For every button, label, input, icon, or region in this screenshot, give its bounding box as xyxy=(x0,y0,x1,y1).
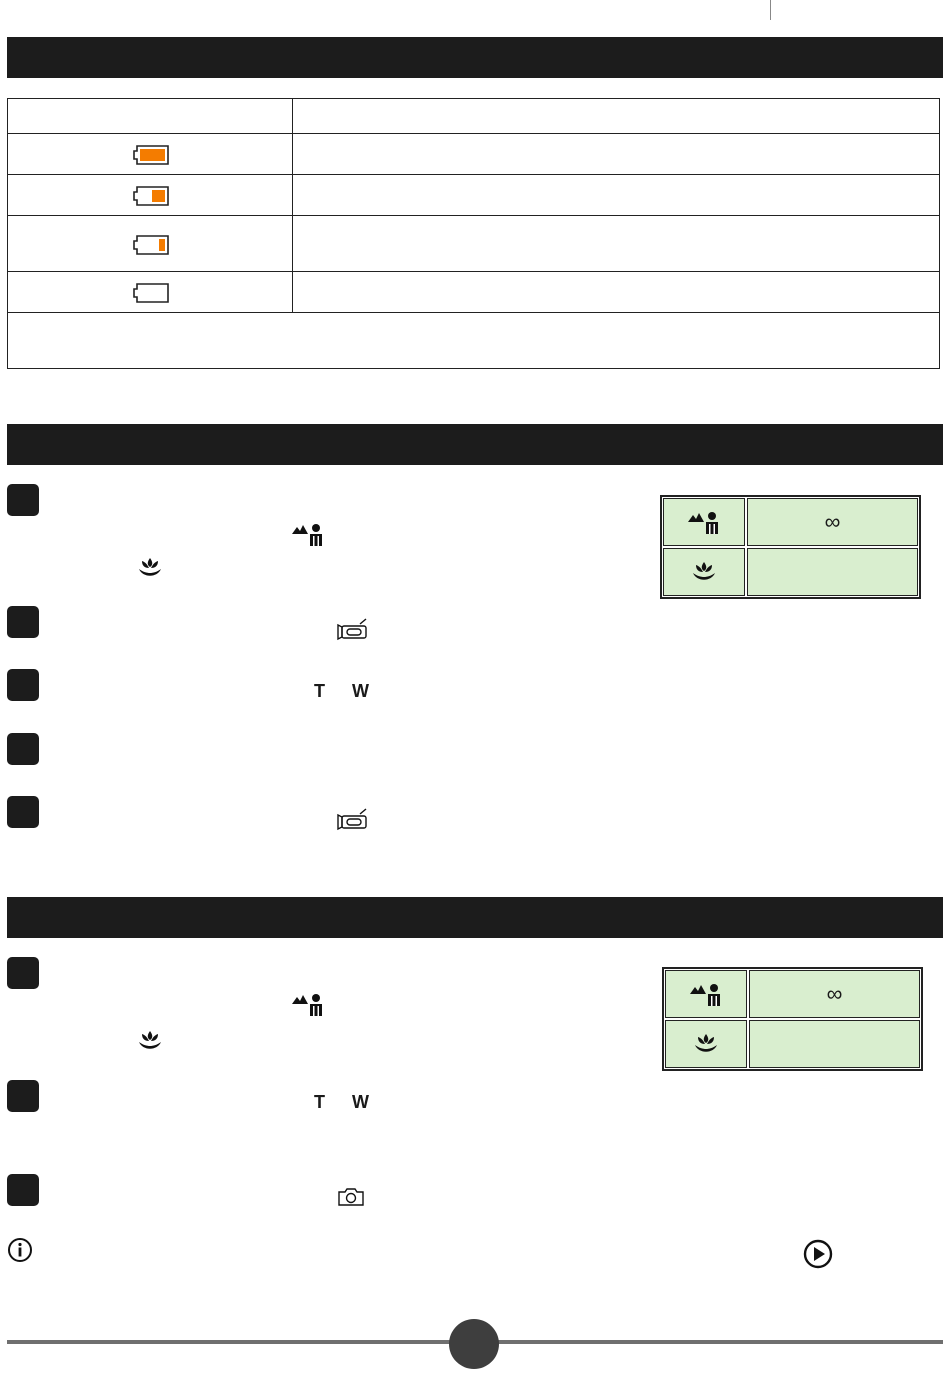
battery-empty-icon xyxy=(132,282,168,302)
wide-w-icon: W xyxy=(352,1092,369,1112)
section-header-battery xyxy=(7,37,943,78)
table-row xyxy=(8,175,940,216)
table-row xyxy=(8,216,940,272)
focus-row-macro xyxy=(665,1020,920,1068)
macro-flower-icon xyxy=(137,556,163,585)
focus-icon-cell xyxy=(665,1020,747,1068)
focus-range-table xyxy=(662,967,923,1071)
table-header-description xyxy=(293,99,940,134)
camera-icon xyxy=(336,1186,366,1213)
focus-icon-cell xyxy=(663,548,745,596)
table-header-icon xyxy=(8,99,293,134)
step-number-1 xyxy=(7,484,39,516)
battery-half-icon xyxy=(132,185,168,205)
wide-w-icon: W xyxy=(352,681,369,701)
tele-t-icon: T xyxy=(314,1092,325,1112)
battery-description xyxy=(293,272,940,313)
step-number-3 xyxy=(7,1174,39,1206)
step-number-2 xyxy=(7,1080,39,1112)
landscape-portrait-icon xyxy=(292,522,324,551)
landscape-portrait-icon xyxy=(688,510,720,534)
battery-cell xyxy=(8,216,293,272)
battery-description xyxy=(293,134,940,175)
landscape-portrait-icon xyxy=(292,992,324,1021)
battery-status-table xyxy=(7,98,940,369)
battery-cell xyxy=(8,134,293,175)
playback-icon xyxy=(802,1238,834,1275)
section-header-photo xyxy=(7,897,943,938)
macro-flower-icon xyxy=(691,560,717,584)
table-row xyxy=(8,134,940,175)
step-number-2 xyxy=(7,606,39,638)
battery-full-icon xyxy=(132,144,168,164)
battery-note xyxy=(8,313,940,369)
info-note-icon xyxy=(7,1237,33,1268)
battery-low-icon xyxy=(132,234,168,254)
step-number-4 xyxy=(7,733,39,765)
battery-description xyxy=(293,175,940,216)
section-header-video xyxy=(7,424,943,465)
focus-row-normal xyxy=(663,498,918,546)
battery-cell xyxy=(8,272,293,313)
focus-range-normal: ∞ xyxy=(747,498,918,546)
video-camera-icon xyxy=(336,808,370,837)
table-row xyxy=(8,272,940,313)
focus-range-macro xyxy=(747,548,918,596)
step-number-3 xyxy=(7,669,39,701)
focus-range-normal: ∞ xyxy=(749,970,920,1018)
video-camera-icon xyxy=(336,618,370,647)
focus-icon-cell xyxy=(663,498,745,546)
crop-mark xyxy=(770,0,771,20)
table-header-row xyxy=(8,99,940,134)
tele-t-icon: T xyxy=(314,681,325,701)
step-number-5 xyxy=(7,796,39,828)
step-number-1 xyxy=(7,957,39,989)
page-number-badge xyxy=(449,1319,499,1369)
battery-cell xyxy=(8,175,293,216)
focus-range-macro xyxy=(749,1020,920,1068)
focus-row-macro xyxy=(663,548,918,596)
battery-description xyxy=(293,216,940,272)
macro-flower-icon xyxy=(137,1029,163,1058)
focus-row-normal xyxy=(665,970,920,1018)
macro-flower-icon xyxy=(693,1032,719,1056)
focus-icon-cell xyxy=(665,970,747,1018)
focus-range-table xyxy=(660,495,921,599)
landscape-portrait-icon xyxy=(690,982,722,1006)
table-note-row xyxy=(8,313,940,369)
